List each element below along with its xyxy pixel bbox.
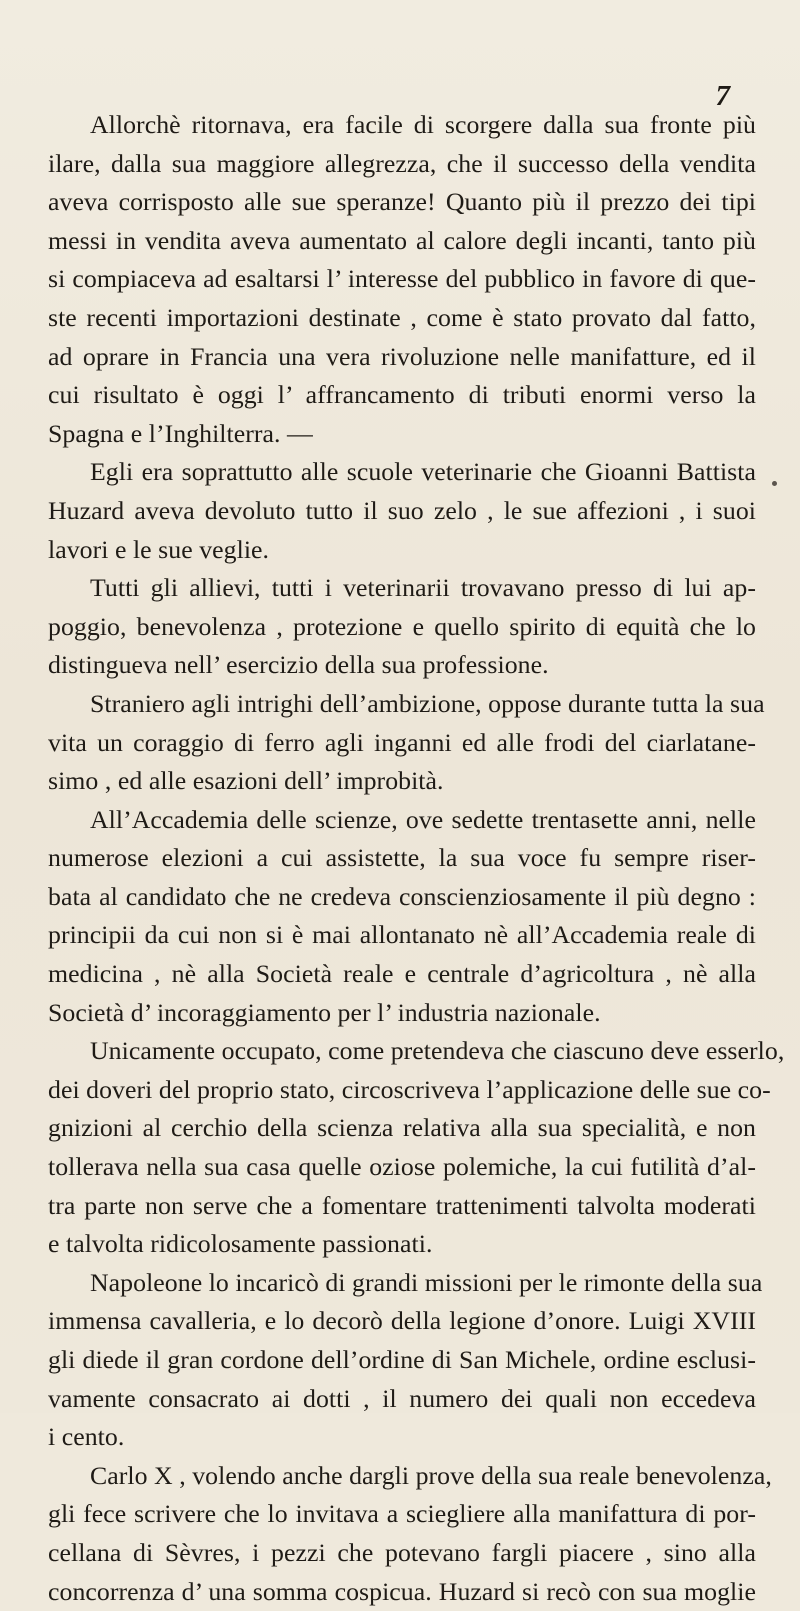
text-line: tollerava nella sua casa quelle oziose polemiche, la cui futilità d’al- (48, 1152, 756, 1182)
text-line: Società d’ incoraggiamento per l’ industria nazionale. (48, 997, 601, 1027)
text-line: tra parte non serve che a fomentare trattenimenti talvolta moderati (48, 1190, 756, 1220)
text-line: Egli era soprattutto alle scuole veterinarie che Gioanni Battista (90, 457, 756, 487)
text-line: lavori e le sue veglie. (48, 534, 270, 564)
text-line: Tutti gli allievi, tutti i veterinarii trovavano presso di lui ap- (90, 573, 756, 603)
text-line: ilare, dalla sua maggiore allegrezza, che il successo della vendita (48, 148, 756, 178)
text-line: distingueva nell’ esercizio della sua professione. (48, 650, 549, 680)
text-line: All’Accademia delle scienze, ove sedette trentasette anni, nelle (90, 804, 756, 834)
text-line: Straniero agli intrighi dell’ambizione, oppose durante tutta la sua (90, 688, 765, 718)
text-line: concorrenza d’ una somma cospicua. Huzard si recò con sua moglie (48, 1576, 756, 1606)
text-line: Carlo X , volendo anche dargli prove della sua reale benevolenza, (90, 1460, 772, 1490)
text-line: vita un coraggio di ferro agli inganni ed alle frodi del ciarlatane- (48, 727, 756, 757)
text-line: medicina , nè alla Società reale e centrale d’agricoltura , nè alla (48, 959, 756, 989)
text-line: si compiaceva ad esaltarsi l’ interesse del pubblico in favore di que- (48, 264, 756, 294)
text-line: immensa cavalleria, e lo decorò della legione d’onore. Luigi XVIII (48, 1306, 756, 1336)
text-line: ste recenti importazioni destinate , come è stato provato dal fatto, (48, 302, 756, 332)
text-line: principii da cui non si è mai allontanato nè all’Accademia reale di (48, 920, 756, 950)
text-line: gli fece scrivere che lo invitava a sciegliere alla manifattura di por- (48, 1499, 756, 1529)
text-line: Napoleone lo incaricò di grandi missioni per le rimonte della sua (90, 1267, 763, 1297)
text-line: simo , ed alle esazioni dell’ improbità. (48, 766, 444, 796)
text-line: cui risultato è oggi l’ affrancamento di tributi enormi verso la (48, 380, 756, 410)
text-line: Spagna e l’Inghilterra. — (48, 418, 313, 448)
text-line: poggio, benevolenza , protezione e quello spirito di equità che lo (48, 611, 756, 641)
text-line: Allorchè ritornava, era facile di scorgere dalla sua fronte più (90, 110, 756, 139)
text-line: messi in vendita aveva aumentato al calore degli incanti, tanto più (48, 225, 756, 255)
text-line: dei doveri del proprio stato, circoscriveva l’applicazione delle sue co- (48, 1074, 771, 1104)
page-number: 7 (715, 80, 730, 112)
text-line: gnizioni al cerchio della scienza relativa alla sua specialità, e non (48, 1113, 756, 1143)
text-line: Huzard aveva devoluto tutto il suo zelo , le sue affezioni , i suoi (48, 495, 756, 525)
text-line: vamente consacrato ai dotti , il numero dei quali non eccedeva (48, 1383, 756, 1413)
text-line: bata al candidato che ne credeva conscienziosamente il più degno : (48, 881, 756, 911)
text-line: e talvolta ridicolosamente passionati. (48, 1229, 433, 1259)
text-line: numerose elezioni a cui assistette, la sua voce fu sempre riser- (48, 843, 756, 873)
body-text (48, 106, 785, 1611)
paper-speck (772, 481, 777, 486)
text-line: ad oprare in Francia una vera rivoluzione nelle manifatture, ed il (48, 341, 756, 371)
text-line: gli diede il gran cordone dell’ordine di San Michele, ordine esclusi- (48, 1345, 756, 1374)
text-line: cellana di Sèvres, i pezzi che potevano fargli piacere , sino alla (48, 1537, 756, 1567)
text-line: Unicamente occupato, come pretendeva che ciascuno deve esserlo, (90, 1036, 785, 1066)
text-line: i cento. (48, 1422, 125, 1452)
text-line: aveva corrisposto alle sue speranze! Quanto più il prezzo dei tipi (48, 187, 756, 217)
